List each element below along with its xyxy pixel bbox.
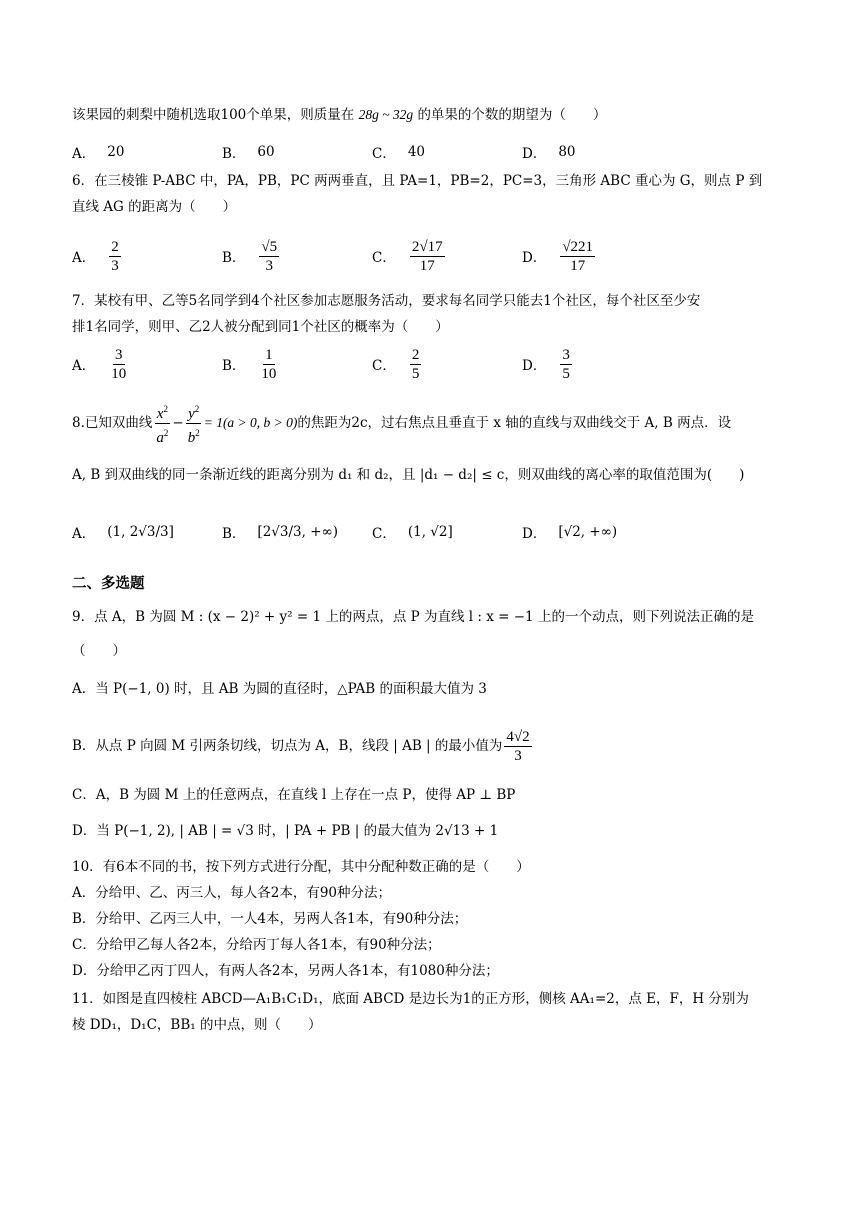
q8-stem-line2: A, B 到双曲线的同一条渐近线的距离分别为 d₁ 和 d₂，且 |d₁ − d₂| ≤ c，则双曲线的离心率的取值范围为( )	[72, 467, 745, 483]
q5-option-d: D． 80	[522, 144, 576, 162]
q8-option-c: C． (1, √2]	[372, 524, 453, 542]
q10-option-c: C．分给甲乙每人各2本，分给丙丁每人各1本，有90种分法；	[72, 937, 441, 953]
q8-option-a: A． (1, 2√3/3]	[72, 524, 174, 542]
q6-options	[72, 232, 792, 280]
q6-option-b: B． $\frac{√5}{3}$	[222, 238, 278, 274]
q5-stem: 该果园的刺梨中随机选取100个单果，则质量在 28g ~ 32g 的单果的个数的期望为（ ）	[72, 107, 607, 123]
q7-option-c: C． $\frac{2}{5}$	[372, 346, 420, 382]
q7-options	[72, 340, 792, 388]
q9-option-d: D．当 P(−1, 2), | AB | = √3 时，| PA + PB | 的最大值为 2√13 + 1	[72, 823, 499, 839]
q6-option-c: C． $\frac{2√17}{17}$	[372, 238, 443, 274]
q6-stem-line1: 6．在三棱锥 P-ABC 中，PA，PB，PC 两两垂直，且 PA=1，PB=2，PC=3，三角形 ABC 重心为 G，则点 P 到	[72, 173, 763, 189]
q7-option-a: A． $\frac{3}{10}$	[72, 346, 127, 382]
q11-stem-line1: 11．如图是直四棱柱 ABCD—A₁B₁C₁D₁，底面 ABCD 是边长为1的正方形，侧核 AA₁=2，点 E，F，H 分别为	[72, 991, 749, 1007]
q9-option-b: B．从点 P 向圆 M 引两条切线，切点为 A，B，线段 | AB | 的最小值为 $\frac{4√2}{3}$	[72, 728, 530, 764]
q8-option-b: B． [2√3/3, +∞)	[222, 524, 339, 542]
q8-stem-line1: 8.已知双曲线 $\frac{x^2}{a^2}$ − $\frac{y^2}{b^2}$ = 1(a > 0, b > 0) 的焦距为2c，过右焦点且垂直于 x 轴的直线与双曲线交于 A, B 两点．设	[72, 400, 731, 446]
q9-option-a: A．当 P(−1, 0) 时，且 AB 为圆的直径时，△PAB 的面积最大值为 3	[72, 681, 487, 697]
section-title-multiple-choice: 二、多选题	[72, 576, 145, 592]
q9-option-b-fraction: $\frac{4√2}{3}$	[506, 728, 530, 764]
q5-options	[72, 130, 792, 174]
q9-option-c: C．A，B 为圆 M 上的任意两点，在直线 l 上存在一点 P，使得 AP ⊥ BP	[72, 787, 516, 803]
q6-option-d: D． $\frac{√221}{17}$	[522, 238, 594, 274]
q8-option-d: D． [√2, +∞)	[522, 524, 618, 542]
q7-stem-line1: 7．某校有甲、乙等5名同学到4个社区参加志愿服务活动，要求每名同学只能去1个社区，每个社区至少安	[72, 293, 701, 309]
q5-option-b: B． 60	[222, 144, 275, 162]
q5-option-c: C． 40	[372, 144, 426, 162]
q8-frac-y: $\frac{y^2}{b^2}$	[186, 400, 202, 447]
q10-option-a: A．分给甲、乙、丙三人，每人各2本，有90种分法；	[72, 885, 392, 901]
q7-option-d: D． $\frac{3}{5}$	[522, 346, 570, 382]
q10-option-d: D．分给甲乙丙丁四人，有两人各2本，另两人各1本，有1080种分法；	[72, 963, 499, 979]
q10-stem: 10．有6本不同的书，按下列方式进行分配，其中分配种数正确的是（ ）	[72, 859, 530, 875]
q5-option-a: A． 20	[72, 144, 125, 162]
q9-stem-line2: （ ）	[72, 643, 126, 659]
q5-range: 28g ~ 32g	[358, 107, 414, 122]
q10-option-b: B．分给甲、乙丙三人中，一人4本，另两人各1本，有90种分法；	[72, 911, 468, 927]
q6-option-a: A． $\frac{2}{3}$	[72, 238, 119, 274]
q9-stem-line1: 9．点 A，B 为圆 M : (x − 2)² + y² = 1 上的两点，点 P 为直线 l : x = −1 上的一个动点，则下列说法正确的是	[72, 609, 754, 625]
q11-stem-line2: 棱 DD₁，D₁C，BB₁ 的中点，则（ ）	[72, 1017, 322, 1033]
q7-option-b: B． $\frac{1}{10}$	[222, 346, 277, 382]
q8-options	[72, 508, 792, 556]
q7-stem-line2: 排1名同学，则甲、乙2人被分配到同1个社区的概率为（ ）	[72, 319, 449, 335]
q6-stem-line2: 直线 AG 的距离为（ ）	[72, 199, 237, 215]
q8-frac-x: $\frac{x^2}{a^2}$	[154, 400, 170, 447]
